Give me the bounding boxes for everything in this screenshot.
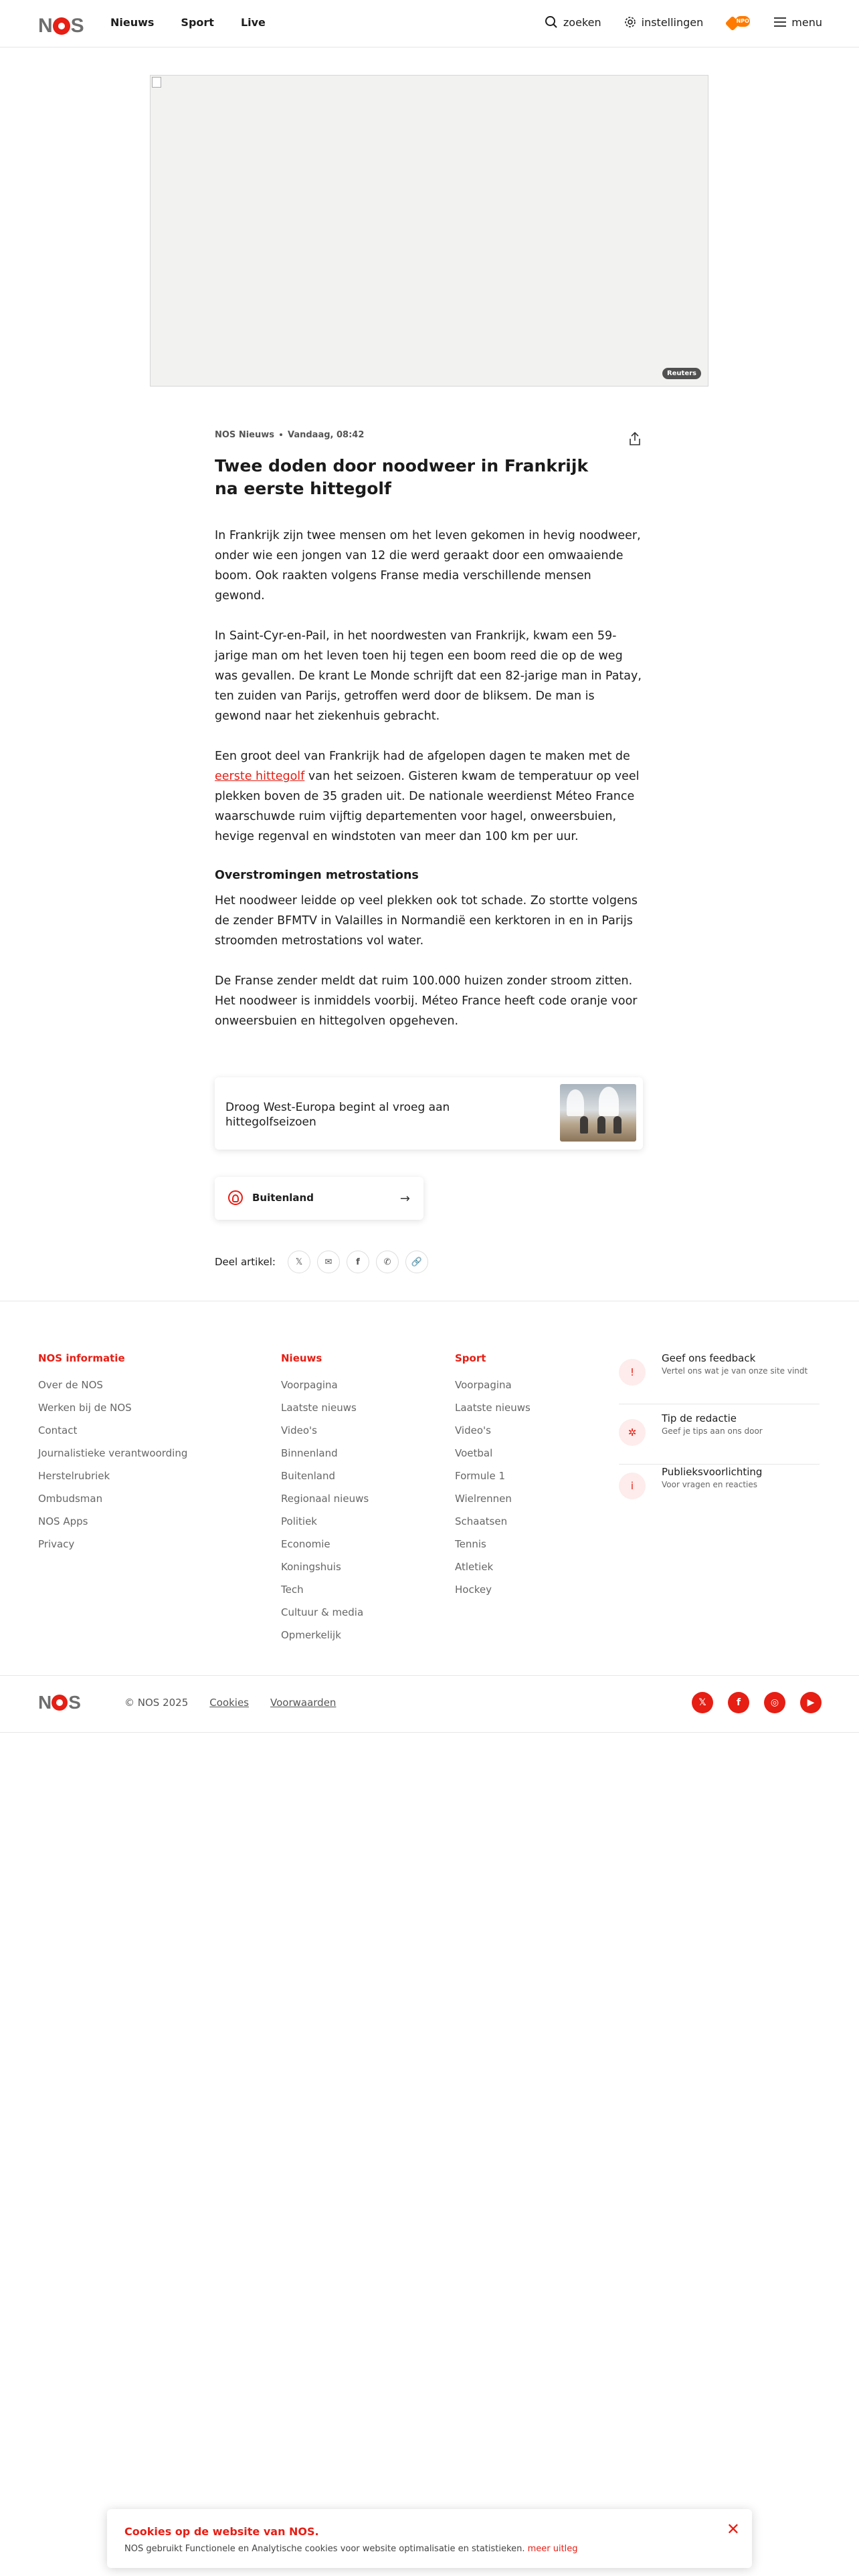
tag-buitenland[interactable] [215, 1177, 423, 1220]
article-paragraph [215, 746, 643, 847]
footer-link[interactable]: Economie [281, 1538, 330, 1550]
footer-link[interactable]: Herstelrubriek [38, 1470, 110, 1482]
cookie-title: Cookies op de website van NOS. [124, 2525, 319, 2538]
hero-image [150, 75, 708, 387]
header-actions [545, 15, 822, 29]
article-subheading: Overstromingen metrostations [215, 869, 419, 882]
cookie-text [124, 2544, 578, 2554]
cookies-link[interactable]: Cookies [209, 1697, 249, 1709]
nav-live[interactable]: Live [240, 16, 266, 29]
footer-link[interactable]: Tennis [455, 1538, 486, 1550]
footer-link[interactable]: Opmerkelijk [281, 1629, 341, 1641]
footer-link[interactable]: Contact [38, 1424, 78, 1436]
footer-col-title: NOS informatie [38, 1352, 125, 1364]
footer-col-nieuws [281, 1352, 369, 1646]
menu-button[interactable] [774, 16, 822, 29]
footer-link[interactable]: Politiek [281, 1515, 317, 1527]
publieksvoorlichting-link[interactable] [619, 1466, 820, 1518]
footer-link[interactable]: Koningshuis [281, 1561, 341, 1573]
cookie-more-link[interactable]: meer uitleg [527, 2544, 578, 2554]
lightbulb-icon: ✲ [619, 1419, 646, 1446]
search-icon [545, 15, 558, 29]
footer-col-sport [455, 1352, 531, 1601]
article-paragraph: In Saint-Cyr-en-Pail, in het noordwesten van Frankrijk, kwam een 59-jarige man om het leven toen hij tegen een boom reed die op de weg was gevallen. De krant Le Monde schrijft dat een 82-jarige man in Patay, ten zuiden van Parijs, getroffen werd door de bliksem. De man is gewond naar het ziekenhuis gebracht. [215, 629, 642, 723]
facebook-icon[interactable]: f [728, 1692, 749, 1713]
article-source: NOS Nieuws [215, 429, 274, 440]
related-article-card[interactable] [215, 1077, 643, 1150]
footer-bottom-divider [0, 1675, 859, 1676]
cta-title: Tip de redactie [662, 1412, 737, 1424]
related-article-title: Droog West-Europa begint al vroeg aan hittegolfseizoen [225, 1101, 450, 1129]
article-paragraph: Het noodweer leidde op veel plekken ook tot schade. Zo stortte volgens de zender BFMTV in Valailles in Normandië een kerktoren in en in Parijs stroomden metrostations vol water. [215, 894, 638, 948]
cookie-description: NOS gebruikt Functionele en Analytische cookies voor website optimalisatie en statistieken. [124, 2544, 525, 2554]
social-links [692, 1692, 822, 1713]
footer-col-title: Sport [455, 1352, 486, 1364]
footer-link[interactable]: Voorpagina [281, 1379, 338, 1391]
share-facebook-icon[interactable]: f [347, 1251, 369, 1273]
tip-redactie-link[interactable] [619, 1412, 820, 1465]
gear-icon [624, 16, 636, 28]
footer-link[interactable]: Formule 1 [455, 1470, 505, 1482]
feedback-link[interactable] [619, 1352, 820, 1404]
article-paragraph: De Franse zender meldt dat ruim 100.000 huizen zonder stroom zitten. Het noodweer is inmiddels voorbij. Méteo France heeft code oranje voor onweersbuien en hittegolven opgeheven. [215, 974, 638, 1028]
article-meta [215, 428, 643, 441]
globe-icon [228, 1190, 243, 1205]
footer-link[interactable]: Journalistieke verantwoording [38, 1447, 188, 1459]
person-silhouette [613, 1116, 622, 1134]
nos-logo[interactable]: N S [38, 15, 84, 37]
footer-link[interactable]: Werken bij de NOS [38, 1402, 132, 1414]
cta-title: Publieksvoorlichting [662, 1466, 763, 1478]
cta-subtitle: Voor vragen en reacties [662, 1480, 757, 1489]
footer-link[interactable]: Laatste nieuws [281, 1402, 357, 1414]
npo-logo[interactable]: NPO [726, 15, 751, 29]
settings-label: instellingen [641, 15, 704, 29]
paragraph-text: Een groot deel van Frankrijk had de afgelopen dagen te maken met de [215, 750, 630, 763]
footer-col-nos-informatie [38, 1352, 187, 1555]
footer-link[interactable]: Binnenland [281, 1447, 338, 1459]
page-end-divider [0, 1732, 859, 1733]
footer-link[interactable]: Tech [281, 1584, 304, 1596]
settings-button[interactable] [624, 16, 704, 29]
close-icon[interactable]: ✕ [726, 2520, 740, 2539]
share-link-icon[interactable]: 🔗 [405, 1251, 428, 1273]
hittegolf-link[interactable]: eerste hittegolf [215, 770, 305, 783]
article-paragraph: In Frankrijk zijn twee mensen om het leven gekomen in hevig noodweer, onder wie een jongen van 12 die werd geraakt door een omwaaiende boom. Ook raakten volgens Franse media verschillende mensen gewond. [215, 529, 641, 603]
footer-link[interactable]: Hockey [455, 1584, 492, 1596]
terms-link[interactable]: Voorwaarden [270, 1697, 337, 1709]
share-icon[interactable] [627, 431, 643, 447]
article [215, 428, 643, 1051]
youtube-icon[interactable]: ▶ [800, 1692, 822, 1713]
footer-legal [124, 1697, 336, 1709]
broken-image-icon [152, 77, 161, 88]
footer-link[interactable]: Cultuur & media [281, 1606, 364, 1618]
menu-label: menu [791, 15, 822, 29]
arrow-right-icon: → [399, 1192, 410, 1206]
tag-label: Buitenland [252, 1192, 314, 1204]
search-button[interactable] [545, 15, 601, 29]
footer-link[interactable]: Ombudsman [38, 1493, 103, 1505]
main-nav [110, 16, 266, 29]
related-article-thumbnail [560, 1084, 636, 1142]
nav-nieuws[interactable]: Nieuws [110, 16, 155, 29]
hamburger-icon [774, 17, 786, 27]
footer-link[interactable]: NOS Apps [38, 1515, 88, 1527]
footer-link[interactable]: Buitenland [281, 1470, 335, 1482]
cta-subtitle: Vertel ons wat je van onze site vindt [662, 1366, 808, 1376]
article-title: Twee doden door noodweer in Frankrijk na eerste hittegolf [215, 456, 589, 498]
person-silhouette [597, 1116, 605, 1134]
footer-link[interactable]: Privacy [38, 1538, 75, 1550]
footer-link[interactable]: Regionaal nieuws [281, 1493, 369, 1505]
footer-link[interactable]: Schaatsen [455, 1515, 508, 1527]
footer-link[interactable]: Wielrennen [455, 1493, 512, 1505]
nav-sport[interactable]: Sport [181, 16, 214, 29]
footer-link[interactable]: Video's [455, 1424, 491, 1436]
footer-nos-logo[interactable]: N S [38, 1692, 80, 1713]
footer-link[interactable]: Over de NOS [38, 1379, 103, 1391]
copyright: © NOS 2025 [124, 1697, 189, 1709]
share-x-icon[interactable]: 𝕏 [288, 1251, 310, 1273]
footer-link[interactable]: Voorpagina [455, 1379, 512, 1391]
cookie-banner [107, 2509, 752, 2568]
footer-link[interactable]: Laatste nieuws [455, 1402, 531, 1414]
footer-link[interactable]: Video's [281, 1424, 317, 1436]
footer-link[interactable]: Atletiek [455, 1561, 494, 1573]
footer-link[interactable]: Voetbal [455, 1447, 493, 1459]
cta-subtitle: Geef je tips aan ons door [662, 1426, 763, 1436]
search-label: zoeken [563, 15, 601, 29]
instagram-icon[interactable]: ◎ [764, 1692, 785, 1713]
article-body [215, 526, 643, 1031]
meta-separator [280, 433, 282, 436]
fountain-spray [567, 1089, 584, 1116]
info-icon: i [619, 1473, 646, 1499]
share-label: Deel artikel: [215, 1256, 276, 1268]
footer-col-title: Nieuws [281, 1352, 322, 1364]
paragraph-text: van het seizoen. Gisteren kwam de temperatuur op veel plekken boven de 35 graden uit. De nationale weerdienst Méteo France waarschuwde ruim vijftig departementen voor hagel, onweersbuien, hevige regenval en windstoten van meer dan 100 km per uur. [215, 770, 640, 843]
article-date: Vandaag, 08:42 [287, 429, 365, 440]
feedback-icon: ! [619, 1359, 646, 1386]
site-header [0, 0, 859, 47]
share-mail-icon[interactable]: ✉ [317, 1251, 340, 1273]
share-bar [215, 1251, 428, 1273]
cta-title: Geef ons feedback [662, 1352, 756, 1364]
share-whatsapp-icon[interactable]: ✆ [376, 1251, 399, 1273]
x-icon[interactable]: 𝕏 [692, 1692, 713, 1713]
image-credit: Reuters [662, 368, 701, 379]
fountain-spray [599, 1087, 619, 1116]
person-silhouette [580, 1116, 588, 1134]
